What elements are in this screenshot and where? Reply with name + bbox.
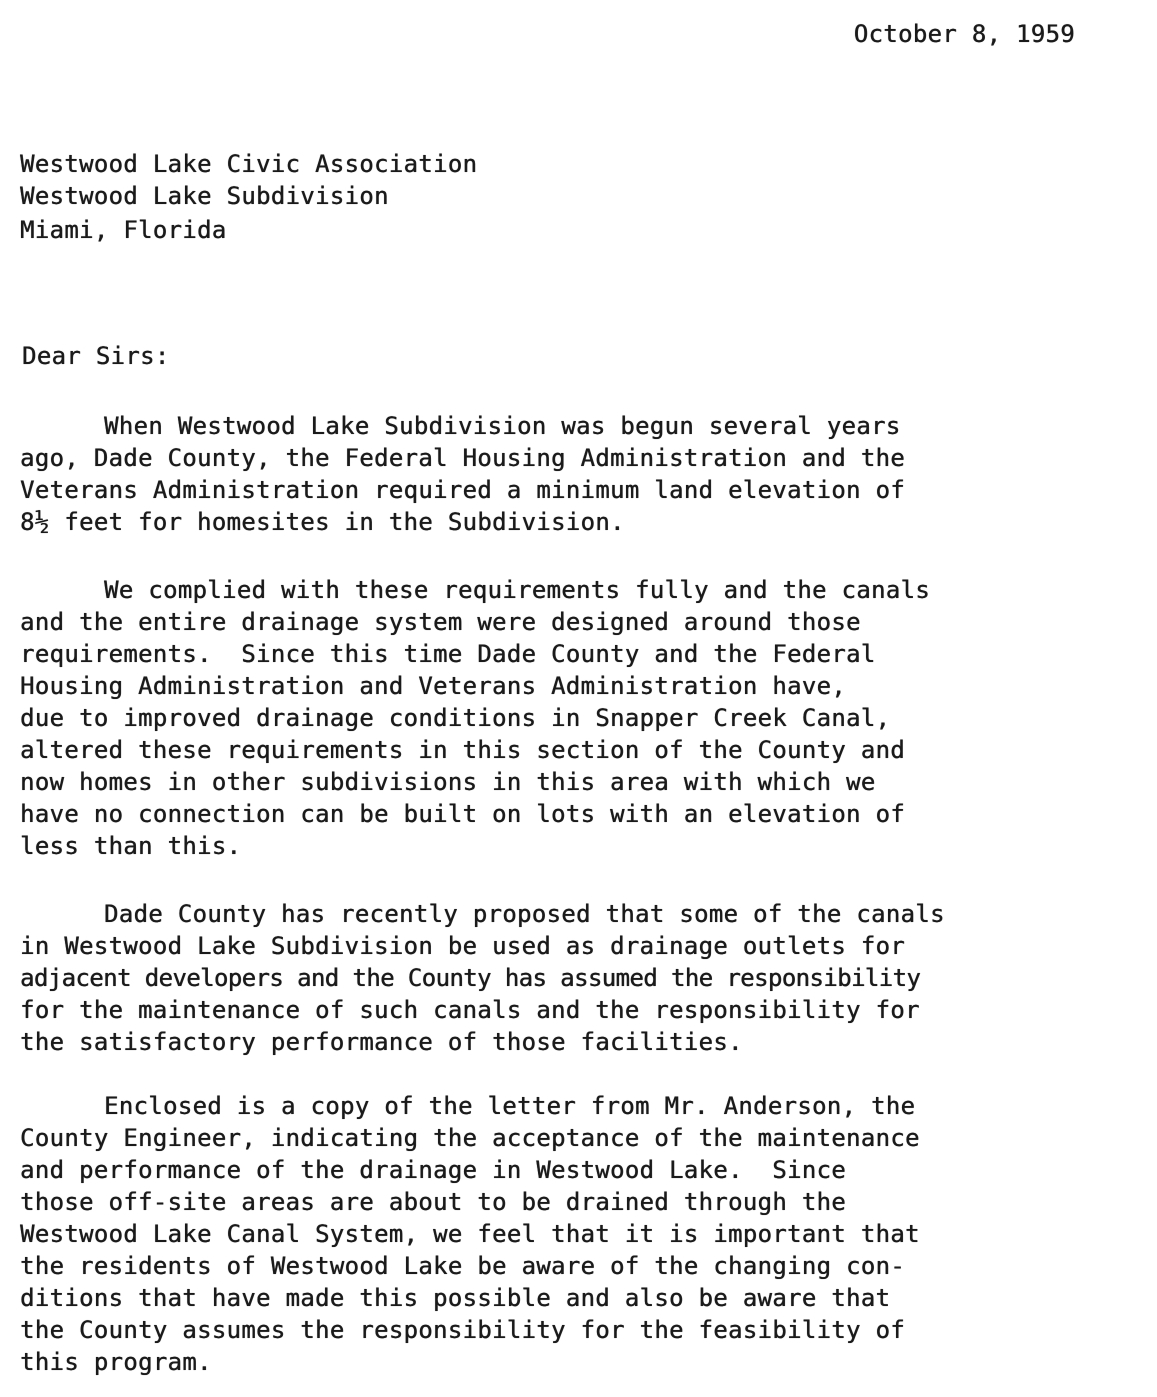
recipient-line: Westwood Lake Subdivision xyxy=(20,182,389,210)
paragraph-line: due to improved drainage conditions in Snapper Creek Canal, xyxy=(20,704,891,732)
paragraph-line: We complied with these requirements fully and the canals xyxy=(104,576,930,604)
paragraph-line: 8½ feet for homesites in the Subdivision. xyxy=(20,508,625,536)
paragraph-line: and the entire drainage system were designed around those xyxy=(20,608,861,636)
paragraph-line: altered these requirements in this section of the County and xyxy=(20,736,905,764)
paragraph-line: Westwood Lake Canal System, we feel that it is important that xyxy=(20,1220,920,1248)
paragraph-line: the County assumes the responsibility for the feasibility of xyxy=(20,1316,905,1344)
paragraph-line: adjacent developers and the County has assumed the responsibility xyxy=(20,964,921,992)
paragraph-line: have no connection can be built on lots with an elevation of xyxy=(20,800,905,828)
paragraph-line: the satisfactory performance of those facilities. xyxy=(20,1028,743,1056)
paragraph-line: for the maintenance of such canals and the responsibility for xyxy=(20,996,920,1024)
recipient-line: Westwood Lake Civic Association xyxy=(20,150,478,178)
paragraph-line: When Westwood Lake Subdivision was begun several years xyxy=(104,412,901,440)
paragraph-line: Housing Administration and Veterans Administration have, xyxy=(20,672,846,700)
paragraph-line: the residents of Westwood Lake be aware of the changing con- xyxy=(20,1252,905,1280)
paragraph-line: requirements. Since this time Dade County and the Federal xyxy=(20,640,876,668)
paragraph-line: ago, Dade County, the Federal Housing Administration and the xyxy=(20,444,905,472)
paragraph-line: ditions that have made this possible and also be aware that xyxy=(20,1284,891,1312)
paragraph-line: Dade County has recently proposed that some of the canals xyxy=(104,900,945,928)
letter-date: October 8, 1959 xyxy=(853,20,1075,48)
paragraph-line: County Engineer, indicating the acceptance of the maintenance xyxy=(20,1124,920,1152)
paragraph-line: this program. xyxy=(20,1348,212,1376)
paragraph-line: Veterans Administration required a minimum land elevation of xyxy=(20,476,905,504)
paragraph-line: those off-site areas are about to be drained through the xyxy=(20,1188,846,1216)
paragraph-line: less than this. xyxy=(20,832,242,860)
recipient-line: Miami, Florida xyxy=(20,216,227,244)
paragraph-line: and performance of the drainage in Westwood Lake. Since xyxy=(20,1156,846,1184)
paragraph-line: in Westwood Lake Subdivision be used as drainage outlets for xyxy=(20,932,905,960)
paragraph-line: Enclosed is a copy of the letter from Mr. Anderson, the xyxy=(104,1092,916,1120)
paragraph-line: now homes in other subdivisions in this area with which we xyxy=(20,768,876,796)
salutation: Dear Sirs: xyxy=(22,342,170,370)
